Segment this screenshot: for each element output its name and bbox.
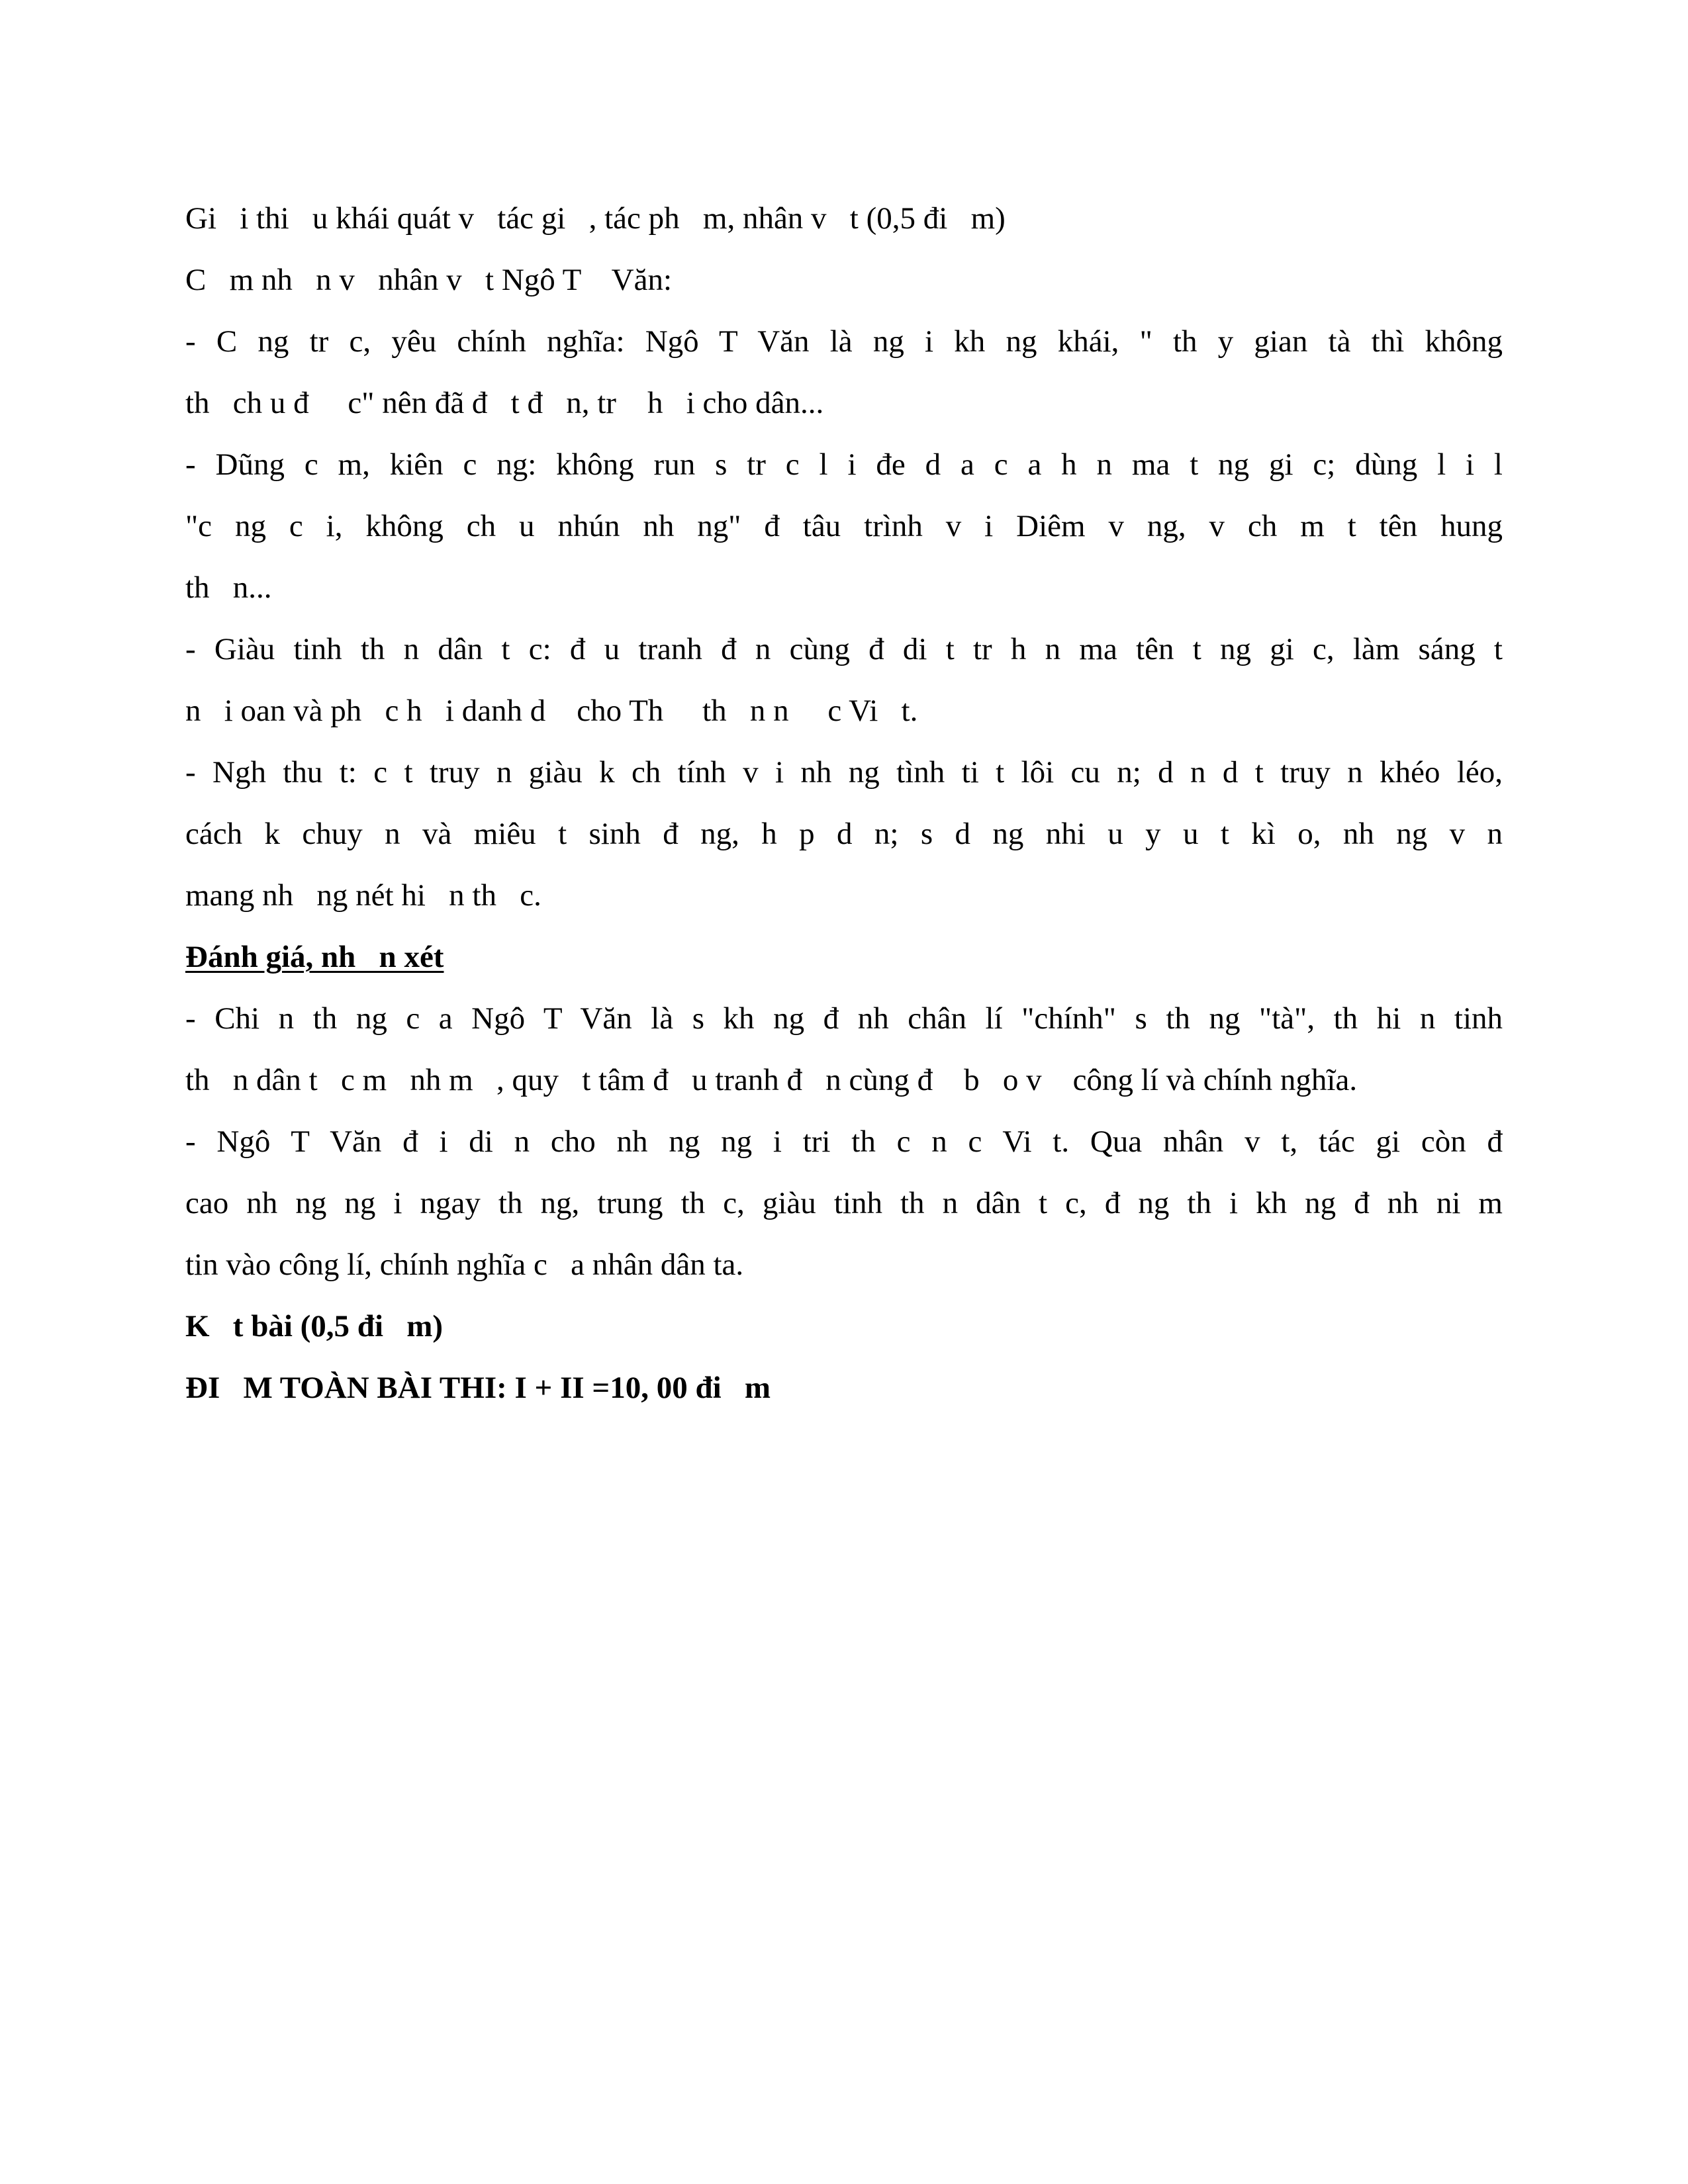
paragraph-line: - Dũng c m, kiên c ng: không run s tr c l i đe d a c a h n ma t ng gi c; dùng l i l [185,447,1503,482]
paragraph-line: - Ngh thu t: c t truy n giàu k ch tính v i nh ng tình ti t lôi cu n; d n d t truy n khéo léo, [185,755,1503,790]
paragraph-line: cách k chuy n và miêu t sinh đ ng, h p d n; s d ng nhi u y u t kì o, nh ng v n [185,817,1503,851]
paragraph-line: tin vào công lí, chính nghĩa c a nhân dân ta. [185,1248,744,1282]
document-body [185,188,1503,1419]
paragraph-line: cao nh ng ng i ngay th ng, trung th c, giàu tinh th n dân t c, đ ng th i kh ng đ nh ni m [185,1186,1503,1220]
conclusion-heading: K t bài (0,5 đi m) [185,1309,444,1343]
paragraph-line: th n... [185,570,272,605]
paragraph-line: - Ngô T Văn đ i di n cho nh ng ng i tri th c n c Vi t. Qua nhân v t, tác gi còn đ [185,1124,1503,1159]
paragraph-line: - C ng tr c, yêu chính nghĩa: Ngô T Văn là ng i kh ng khái, " th y gian tà thì không [185,324,1503,359]
character-feeling-heading: C m nh n v nhân v t Ngô T Văn: [185,263,673,297]
paragraph-line: "c ng c i, không ch u nhún nh ng" đ tâu trình v i Diêm v ng, v ch m t tên hung [185,509,1503,543]
paragraph-line: - Giàu tinh th n dân t c: đ u tranh đ n cùng đ di t tr h n ma tên t ng gi c, làm sáng t [185,632,1503,666]
paragraph-line: th n dân t c m nh m , quy t tâm đ u tranh đ n cùng đ b o v công lí và chính nghĩa. [185,1063,1358,1097]
paragraph-line: th ch u đ c" nên đã đ t đ n, tr h i cho dân... [185,386,824,420]
intro-heading-line: Gi i thi u khái quát v tác gi , tác ph m, nhân v t (0,5 đi m) [185,201,1006,236]
paragraph-line: mang nh ng nét hi n th c. [185,878,541,913]
paragraph-line: n i oan và ph c h i danh d cho Th th n n c Vi t. [185,694,918,728]
total-score-line: ĐI M TOÀN BÀI THI: I + II =10, 00 đi m [185,1371,771,1405]
paragraph-line: - Chi n th ng c a Ngô T Văn là s kh ng đ nh chân lí "chính" s th ng "tà", th hi n tinh [185,1001,1503,1036]
evaluation-heading: Đánh giá, nh n xét [185,940,444,974]
